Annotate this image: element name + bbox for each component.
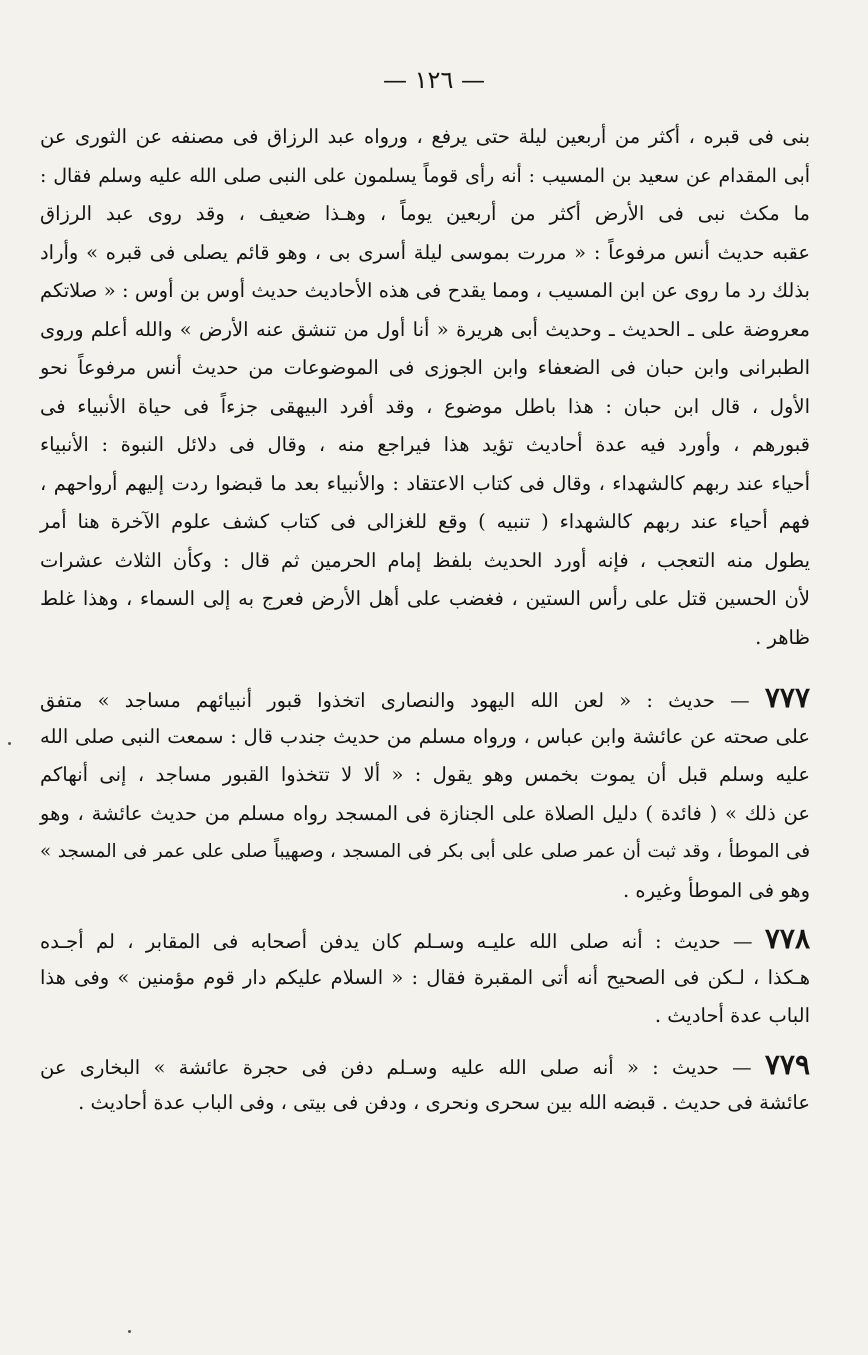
entry-text: — حديث : « أنه صلى الله عليه وسـلم دفن فى حجرة عائشة » البخارى عن [40, 1055, 752, 1079]
entry-first-line [40, 1046, 810, 1085]
text-line: وهو فى الموطأ وغيره . [623, 878, 810, 902]
text-line: على صحته عن عائشة وابن عباس ، ورواه مسلم من حديث جندب قال : سمعت النبى صلى الله [40, 724, 810, 748]
hadith-777-entry [40, 679, 810, 910]
text-line: بنى فى قبره ، أكثر من أربعين ليلة حتى يرفع ، ورواه عبد الرزاق فى مصنفه عن الثورى عن [40, 125, 810, 148]
text-line: الباب عدة أحاديث . [654, 1004, 810, 1027]
text-line: ما مكث نبى فى الأرض أكثر من أربعين يوماً ، وهـذا ضعيف ، وقد روى عبد الرزاق [40, 202, 810, 225]
entry-number: ٧٧٨ [764, 922, 810, 955]
paper-speck [8, 742, 11, 745]
text-line: فهم أحياء عند ربهم كالشهداء ( تنبيه ) وقع للغزالى فى كتاب كشف علوم الآخرة هنا أمر [40, 510, 810, 533]
continued-paragraph [40, 118, 810, 657]
page-body [40, 118, 810, 1123]
text-line: هـكذا ، لـكن فى الصحيح أنه أتى المقبرة فقال : « السلام عليكم دار قوم مؤمنين » وفى هذا [40, 965, 810, 989]
hadith-778-entry [40, 920, 810, 1036]
entry-text: — حديث : أنه صلى الله عليـه وسـلم كان يدفن أصحابه فى المقابر ، لم أجـده [40, 930, 753, 953]
text-line: قبورهم ، وأورد فيه عدة أحاديث تؤيد هذا فيراجع منه ، وقال فى دلائل النبوة : الأنبياء [40, 433, 810, 456]
hadith-779-entry [40, 1046, 810, 1123]
text-line: عن ذلك » ( فائدة ) دليل الصلاة على الجنازة فى المسجد رواه مسلم من حديث عائشة ، وهو [40, 801, 810, 825]
text-line: أحياء عند ربهم كالشهداء ، وقال فى كتاب الاعتقاد : والأنبياء بعد ما قبضوا ردت إليهم أرواحهم ، [40, 471, 810, 495]
text-line: أبى المقدام عن سعيد بن المسيب : أنه رأى قوماً يسلمون على النبى صلى الله عليه وسلم فقال : [40, 164, 810, 187]
text-line: يطول منه التعجب ، فإنه أورد الحديث بلفظ إمام الحرمين ثم قال : وكأن الثلاث عشرات [40, 548, 811, 572]
paper-speck [128, 1330, 131, 1333]
page-number: — ١٢٦ — [383, 66, 485, 94]
text-line: عقبه حديث أنس مرفوعاً : « مررت بموسى ليلة أسرى بى ، وهو قائم يصلى فى قبره » وأراد [40, 240, 810, 264]
entry-number: ٧٧٩ [764, 1047, 810, 1081]
text-line: لأن الحسين قتل على رأس الستين ، فغضب على أهل الأرض فعرج به إلى السماء ، وهذا غلط [40, 587, 810, 610]
text-line: معروضة على ـ الحديث ـ وحديث أبى هريرة « أنا أول من تنشق عنه الأرض » والله أعلم وروى [40, 317, 810, 341]
text-line: عليه وسلم قبل أن يموت بخمس وهو يقول : « ألا لا تتخذوا القبور مساجد ، إنى أنهاكم [40, 763, 810, 786]
text-line: عائشة فى حديث . قبضه الله بين سحرى ونحرى ، ودفن فى بيتى ، وفى الباب عدة أحاديث . [78, 1091, 810, 1114]
text-line: بذلك رد ما روى عن ابن المسيب ، ومما يقدح فى هذه الأحاديث حديث أوس بن أوس : « صلاتكم [40, 279, 810, 302]
entry-number: ٧٧٧ [764, 681, 810, 714]
entry-text: — حديث : « لعن الله اليهود والنصارى اتخذوا قبور أنبيائهم مساجد » متفق [40, 689, 750, 712]
text-line: الأول ، قال ابن حبان : هذا باطل موضوع ، وقد أفرد البيهقى جزءاً فى حياة الأنبياء فى [40, 394, 810, 418]
text-line: الطبرانى وابن حبان فى الضعفاء وابن الجوزى فى الموضوعات من حديث أنس مرفوعاً نحو [40, 356, 810, 379]
entry-first-line [40, 920, 810, 959]
text-line: فى الموطأ ، وقد ثبت أن عمر صلى على أبى بكر فى المسجد ، وصهيباً صلى على عمر فى المسجد » [40, 841, 810, 862]
text-line: ظاهر . [755, 625, 810, 649]
entry-first-line [40, 679, 810, 718]
